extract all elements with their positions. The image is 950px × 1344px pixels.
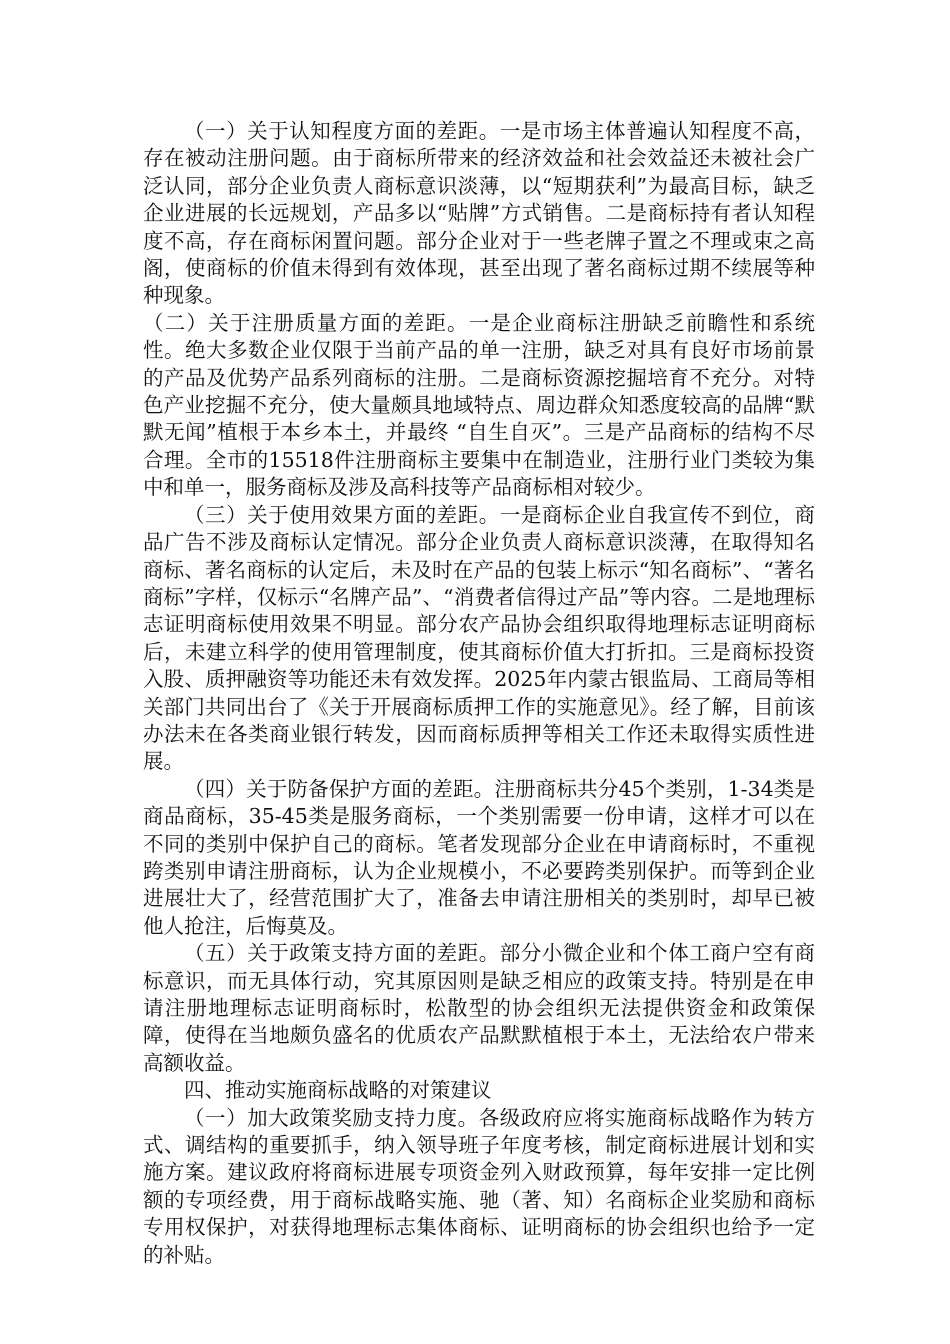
paragraph-cognition-gap: （一）关于认知程度方面的差距。一是市场主体普遍认知程度不高，存在被动注册问题。由于商标所带来的经济效益和社会效益还未被社会广泛认同，部分企业负责人商标意识淡薄，以“短期获利”为最高目标，缺乏企业进展的长远规划，产品多以“贴牌”方式销售。二是商标持有者认知程度不高，存在商标闲置问题。部分企业对于一些老牌子置之不理或束之高阁，使商标的价值未得到有效体现，甚至出现了著名商标过期不续展等种种现象。 (143, 119, 815, 308)
paragraph-policy-incentives: （一）加大政策奖励支持力度。各级政府应将实施商标战略作为转方式、调结构的重要抓手，纳入领导班子年度考核，制定商标进展计划和实施方案。建议政府将商标进展专项资金列入财政预算，每年安排一定比例额的专项经费，用于商标战略实施、驰（著、知）名商标企业奖励和商标专用权保护，对获得地理标志集体商标、证明商标的协会组织也给予一定的补贴。 (143, 1105, 815, 1267)
section-heading-countermeasures: 四、推动实施商标战略的对策建议 (184, 1078, 492, 1103)
document-page (143, 118, 815, 1269)
paragraph-policy-support-gap: （五）关于政策支持方面的差距。部分小微企业和个体工商户空有商标意识，而无具体行动，究其原因则是缺乏相应的政策支持。特别是在申请注册地理标志证明商标时，松散型的协会组织无法提供资金和政策保障，使得在当地颇负盛名的优质农产品默默植根于本土，无法给农户带来高额收益。 (143, 941, 815, 1075)
paragraph-registration-quality-gap: （二）关于注册质量方面的差距。一是企业商标注册缺乏前瞻性和系统性。绝大多数企业仅限于当前产品的单一注册，缺乏对具有良好市场前景的产品及优势产品系列商标的注册。二是商标资源挖掘培育不充分。对特色产业挖掘不充分，使大量颇具地域特点、周边群众知悉度较高的品牌“默默无闻”植根于本乡本土，并最终 “自生自灭”。三是产品商标的结构不尽合理。全市的15518件注册商标主要集中在制造业，注册行业门类较为集中和单一，服务商标及涉及高科技等产品商标相对较少。 (143, 310, 815, 500)
paragraph-protection-gap: （四）关于防备保护方面的差距。注册商标共分45个类别，1-34类是商品商标，35-45类是服务商标，一个类别需要一份申请，这样才可以在不同的类别中保护自己的商标。笔者发现部分企业在申请商标时，不重视跨类别申请注册商标，认为企业规模小，不必要跨类别保护。而等到企业进展壮大了，经营范围扩大了，准备去申请注册相关的类别时，却早已被他人抢注，后悔莫及。 (143, 776, 815, 938)
paragraph-usage-effect-gap: （三）关于使用效果方面的差距。一是商标企业自我宣传不到位，商品广告不涉及商标认定情况。部分企业负责人商标意识淡薄，在取得知名商标、著名商标的认定后，未及时在产品的包装上标示“知名商标”、“著名商标”字样，仅标示“名牌产品”、“消费者信得过产品”等内容。二是地理标志证明商标使用效果不明显。部分农产品协会组织取得地理标志证明商标后，未建立科学的使用管理制度，使其商标价值大打折扣。三是商标投资入股、质押融资等功能还未有效发挥。2025年内蒙古银监局、工商局等相关部门共同出台了《关于开展商标质押工作的实施意见》。经了解，目前该办法未在各类商业银行转发，因而商标质押等相关工作还未取得实质性进展。 (143, 502, 815, 774)
